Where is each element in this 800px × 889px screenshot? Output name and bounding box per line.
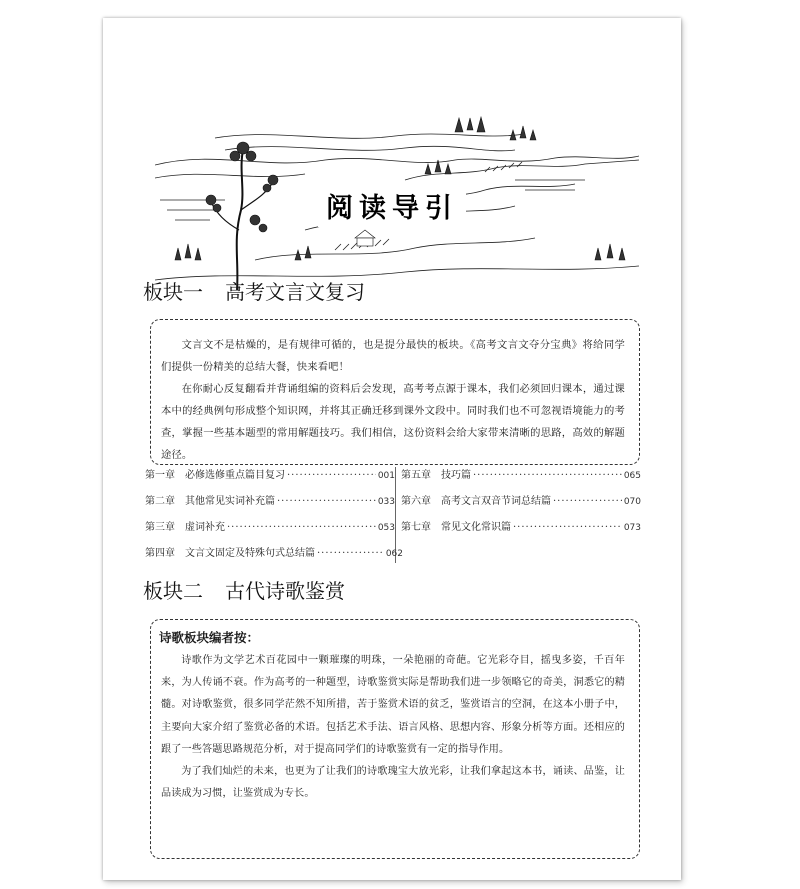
- toc-name: 高考文言双音节词总结篇: [441, 496, 551, 507]
- section-two-name: 古代诗歌鉴赏: [225, 579, 345, 603]
- section-two-label: 板块二: [143, 579, 203, 603]
- toc-entry[interactable]: [401, 493, 641, 511]
- toc-leader: [277, 493, 376, 511]
- toc-leader: [287, 467, 376, 485]
- intro-paragraph-1: 文言文不是枯燥的，是有规律可循的，也是提分最快的板块。《高考文言文夺分宝典》将给同学们提供一份精美的总结大餐，快来看吧！: [161, 339, 625, 373]
- toc-name: 必修选修重点篇目复习: [185, 470, 285, 481]
- toc-chapter: 第七章: [401, 522, 431, 533]
- toc-name: 技巧篇: [441, 470, 471, 481]
- section-two-heading: [143, 575, 345, 604]
- poetry-note-paragraph-1: 诗歌作为文学艺术百花园中一颗璀璨的明珠，一朵艳丽的奇葩。它光彩夺目，摇曳多姿，千百年来，为人传诵不衰。作为高考的一种题型，诗歌鉴赏实际是帮助我们进一步领略它的奇美，洞悉它的精髓。对诗歌鉴赏，很多同学茫然不知所措，苦于鉴赏术语的贫乏，鉴赏语言的空洞，在这本小册子中，主要向大家介绍了鉴赏必备的术语。包括艺术手法、语言风格、思想内容、形象分析等方面。还相应的跟了一些答题思路规范分析，对于提高同学们的诗歌鉴赏有一定的指导作用。: [161, 655, 625, 755]
- toc-page: 070: [623, 497, 641, 507]
- toc-chapter: 第三章: [145, 522, 175, 533]
- intro-paragraph-2: 在你耐心反复翻看并背诵组编的资料后会发现，高考考点源于课本，我们必须回归课本，通过课本中的经典例句形成整个知识网，并将其正确迁移到课外文段中。同时我们也不可忽视语境能力的考查，掌握一些基本题型的常用解题技巧。我们相信，这份资料会给大家带来清晰的思路，高效的解题途径。: [161, 383, 625, 461]
- toc-page: 001: [377, 471, 395, 481]
- section-one-name: 高考文言文复习: [225, 280, 365, 304]
- toc-entry[interactable]: [145, 467, 395, 485]
- toc-page: 033: [377, 497, 395, 507]
- toc-page: 065: [623, 471, 641, 481]
- intro-box: [150, 319, 640, 465]
- table-of-contents: [145, 467, 645, 587]
- toc-name: 常见文化常识篇: [441, 522, 511, 533]
- poetry-note-title: 诗歌板块编者按：: [159, 630, 260, 645]
- toc-entry[interactable]: [145, 493, 395, 511]
- toc-chapter: 第四章: [145, 548, 175, 559]
- toc-entry[interactable]: [145, 519, 395, 537]
- toc-name: 其他常见实词补充篇: [185, 496, 275, 507]
- book-page: [103, 18, 681, 880]
- toc-entry[interactable]: [145, 545, 403, 563]
- toc-leader: [473, 467, 622, 485]
- section-one-heading: [143, 276, 365, 305]
- toc-leader: [227, 519, 376, 537]
- toc-name: 文言文固定及特殊句式总结篇: [185, 548, 315, 559]
- toc-leader: [317, 545, 384, 563]
- toc-entry[interactable]: [401, 467, 641, 485]
- toc-page: 053: [377, 523, 395, 533]
- toc-chapter: 第六章: [401, 496, 431, 507]
- toc-name: 虚词补充: [185, 522, 225, 533]
- toc-leader: [513, 519, 622, 537]
- section-one-label: 板块一: [143, 280, 203, 304]
- toc-page: 073: [623, 523, 641, 533]
- toc-entry[interactable]: [401, 519, 641, 537]
- toc-leader: [553, 493, 622, 511]
- poetry-note-box: [150, 619, 640, 859]
- toc-chapter: 第二章: [145, 496, 175, 507]
- toc-chapter: 第一章: [145, 470, 175, 481]
- page-title: 阅读导引: [318, 184, 466, 227]
- toc-chapter: 第五章: [401, 470, 431, 481]
- poetry-note-paragraph-2: 为了我们灿烂的未来，也更为了让我们的诗歌瑰宝大放光彩，让我们拿起这本书，诵读、品鉴，让品读成为习惯，让鉴赏成为专长。: [161, 766, 625, 800]
- toc-page: 062: [385, 549, 403, 559]
